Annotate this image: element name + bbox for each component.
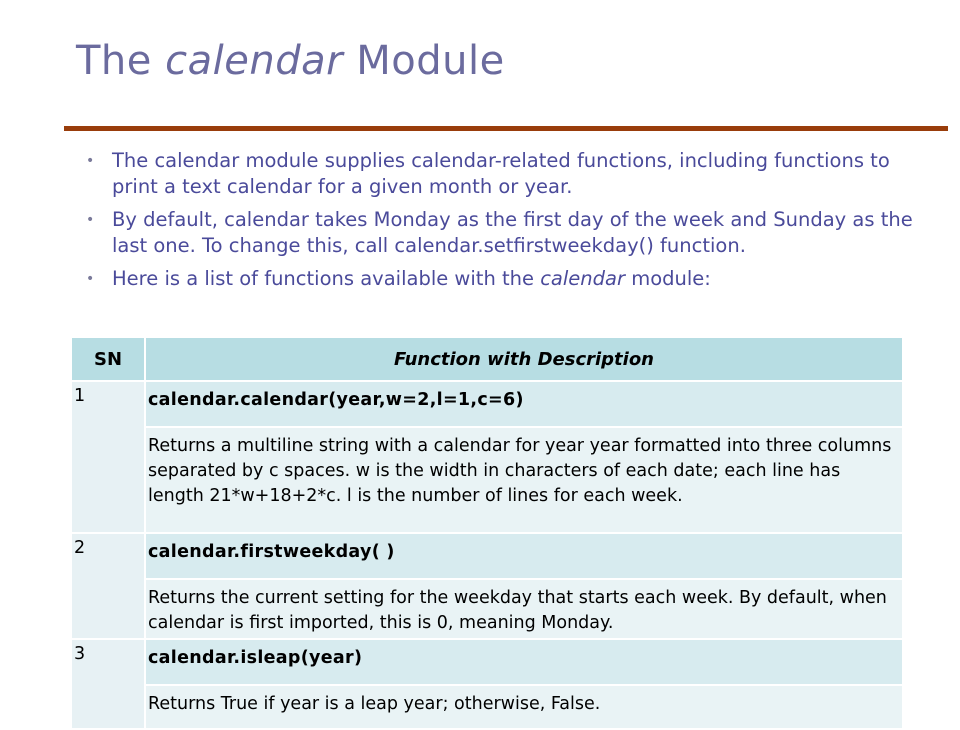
bullet-list: [84, 148, 914, 299]
bullet-item: [84, 207, 914, 259]
table-row: [71, 579, 903, 639]
bullet-text: By default, calendar takes Monday as the first day of the week and Sunday as the last one. To change this, call calendar.setfirstweekday() function.: [112, 208, 913, 257]
bullet-dot-icon: •: [86, 212, 95, 228]
bullet-text: The calendar module supplies calendar-related functions, including functions to print a text calendar for a given month or year.: [112, 149, 890, 198]
function-description: Returns True if year is a leap year; otherwise, False.: [145, 685, 903, 729]
function-name: calendar.calendar(year,w=2,l=1,c=6): [145, 381, 903, 427]
table-row: [71, 639, 903, 685]
table-header-row: [71, 337, 903, 381]
bullet-item: [84, 266, 914, 292]
function-description: Returns the current setting for the weekday that starts each week. By default, when calendar is first imported, this is 0, meaning Monday.: [145, 579, 903, 639]
table-row: [71, 427, 903, 533]
functions-table: [70, 336, 904, 730]
title-prefix: The: [76, 38, 166, 84]
bullet-text-italic: calendar: [540, 267, 625, 290]
bullet-text-suffix: module:: [625, 267, 711, 290]
row-number: 3: [71, 639, 145, 729]
function-name: calendar.isleap(year): [145, 639, 903, 685]
bullet-dot-icon: •: [86, 271, 95, 287]
row-number: 1: [71, 381, 145, 533]
function-name: calendar.firstweekday( ): [145, 533, 903, 579]
bullet-item: [84, 148, 914, 200]
header-function: Function with Description: [145, 337, 903, 381]
header-sn: SN: [71, 337, 145, 381]
row-number: 2: [71, 533, 145, 639]
bullet-text-prefix: Here is a list of functions available with the: [112, 267, 541, 290]
title-suffix: Module: [343, 38, 505, 84]
table-row: [71, 533, 903, 579]
function-description: Returns a multiline string with a calendar for year year formatted into three columns separated by c spaces. w is the width in characters of each date; each line has length 21*w+18+2*c. l is the number of lines for each week.: [145, 427, 903, 533]
slide-title: [76, 38, 505, 84]
table-row: [71, 685, 903, 729]
title-divider: [64, 126, 948, 131]
table-row: [71, 381, 903, 427]
title-italic: calendar: [165, 38, 344, 84]
bullet-dot-icon: •: [86, 153, 95, 169]
